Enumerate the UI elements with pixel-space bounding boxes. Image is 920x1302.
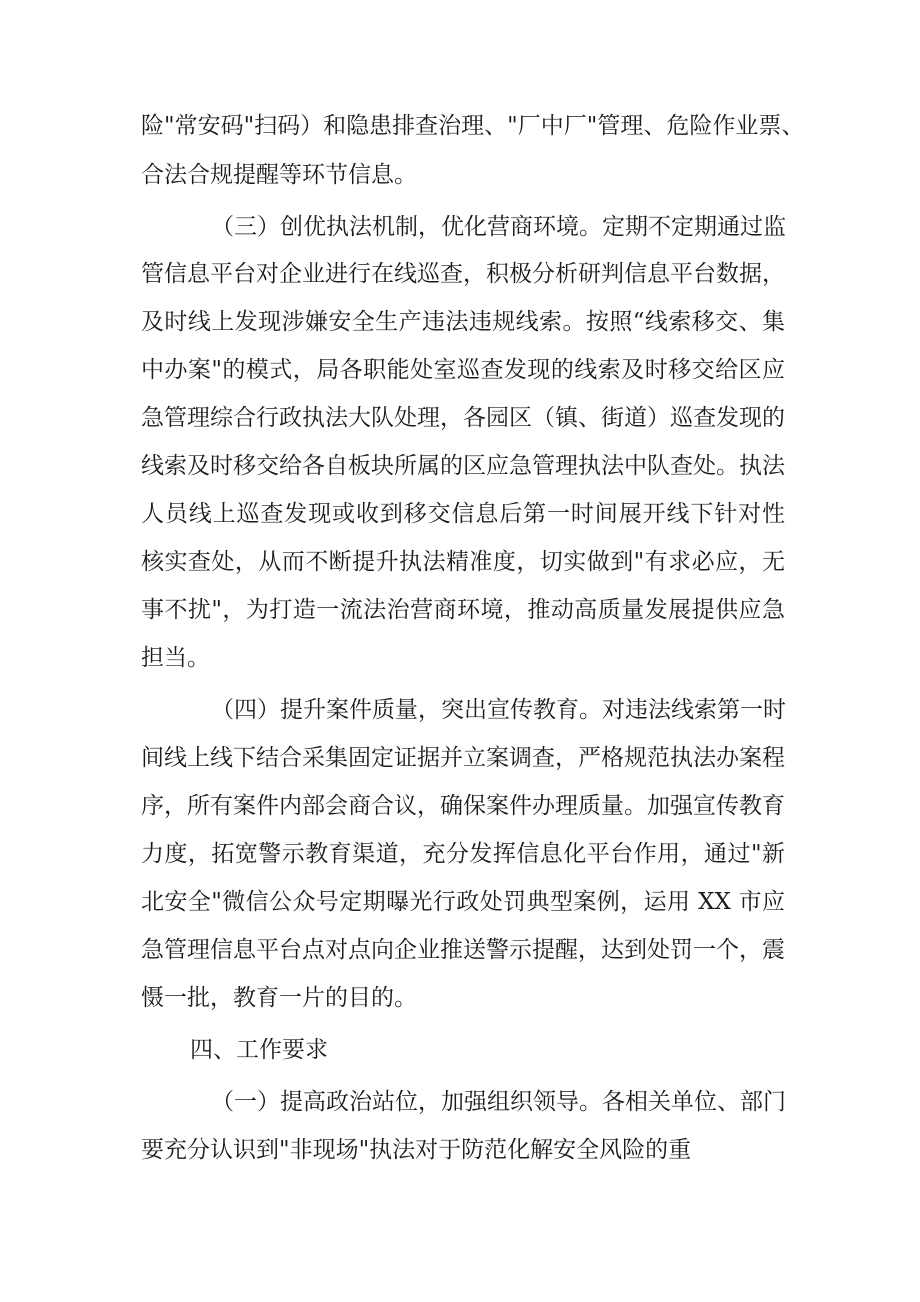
text-line: 慑一批，教育一片的目的。 [141,985,417,1011]
text-line: 事不扰"，为打造一流法治营商环境，推动高质量发展提供应急 [141,597,785,623]
text-line: 核实查处，从而不断提升执法精准度，切实做到"有求必应，无 [141,549,785,575]
text-line: 急管理综合行政执法大队处理，各园区（镇、街道）巡查发现的 [141,405,785,431]
text-line: 间线上线下结合采集固定证据并立案调查，严格规范执法办案程 [141,745,785,771]
text-line: 及时线上发现涉嫌安全生产违法违规线索。按照“线索移交、集 [141,309,785,335]
text-line: 要充分认识到"非现场"执法对于防范化解安全风险的重 [141,1137,692,1163]
text-line: 中办案"的模式，局各职能处室巡查发现的线索及时移交给区应 [141,357,785,383]
text-line: 担当。 [141,645,210,671]
paragraph-heading-line: （三）创优执法机制，优化营商环境。定期不定期通过监 [211,214,786,240]
text-line: 线索及时移交给各自板块所属的区应急管理执法中队查处。执法 [141,453,785,479]
text-line: 管信息平台对企业进行在线巡查，积极分析研判信息平台数据， [141,261,785,287]
text-line: 序，所有案件内部会商合议，确保案件办理质量。加强宣传教育 [141,793,785,819]
paragraph-heading-line: （四）提升案件质量，突出宣传教育。对违法线索第一时 [211,697,786,723]
text-line: 急管理信息平台点对点向企业推送警示提醒，达到处罚一个，震 [141,937,785,963]
text-line: 北安全"微信公众号定期曝光行政处罚典型案例，运用 XX 市应 [141,889,785,915]
text-line: 险"常安码"扫码）和隐患排查治理、"厂中厂"管理、危险作业票、 [141,113,805,139]
text-line: 人员线上巡查发现或收到移交信息后第一时间展开线下针对性 [141,501,785,527]
text-line: 合法合规提醒等环节信息。 [141,162,417,188]
paragraph-heading-line: （一）提高政治站位，加强组织领导。各相关单位、部门 [211,1089,786,1115]
section-heading: 四、工作要求 [190,1037,328,1063]
text-line: 力度，拓宽警示教育渠道，充分发挥信息化平台作用，通过"新 [141,841,785,867]
